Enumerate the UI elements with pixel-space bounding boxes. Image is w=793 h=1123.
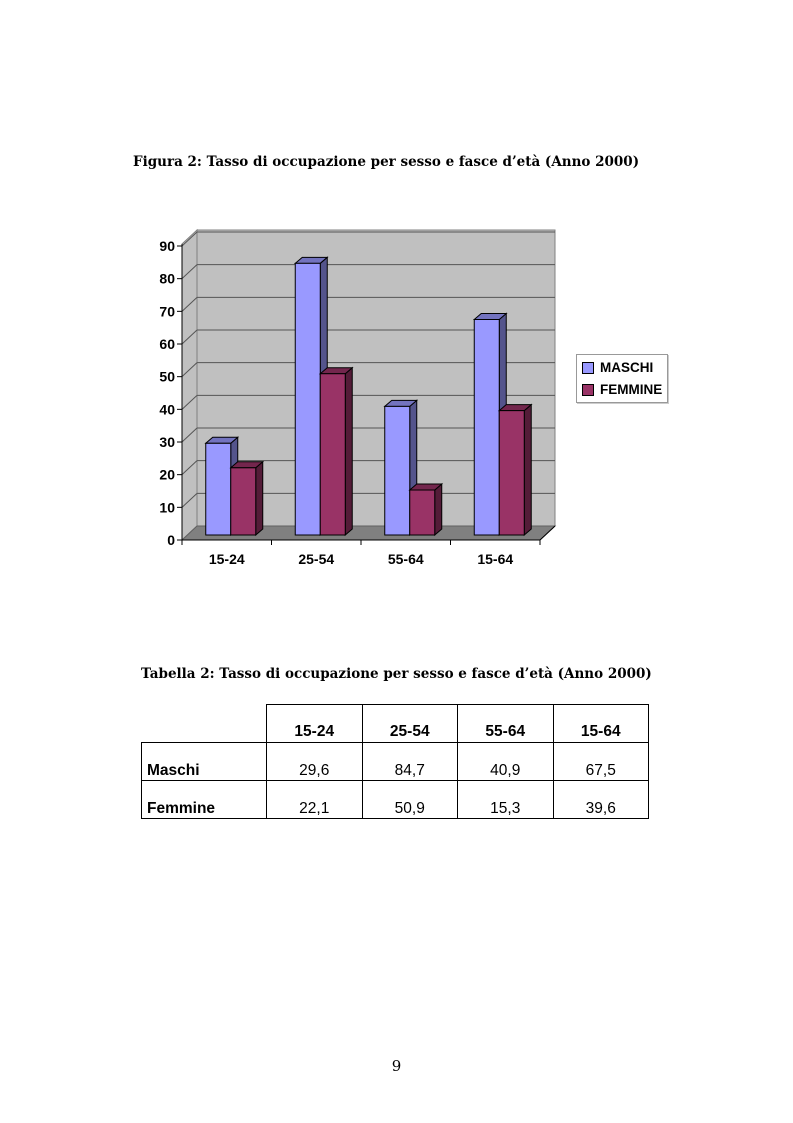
bar-front bbox=[206, 443, 231, 535]
bar-front bbox=[231, 468, 256, 535]
column-header: 15-24 bbox=[267, 705, 363, 743]
legend-item-femmine bbox=[582, 382, 662, 397]
table-cell: 40,9 bbox=[458, 743, 554, 781]
data-table bbox=[141, 704, 649, 819]
x-tick-label: 15-64 bbox=[477, 551, 514, 567]
figure-caption: Figura 2: Tasso di occupazione per sesso e fasce d’età (Anno 2000) bbox=[133, 154, 640, 170]
row-label: Maschi bbox=[142, 743, 267, 781]
y-tick-label: 50 bbox=[159, 368, 175, 385]
bar-front bbox=[499, 411, 524, 535]
bar-femmine-15-24 bbox=[231, 462, 263, 535]
column-header: 25-54 bbox=[362, 705, 458, 743]
table-cell: 39,6 bbox=[553, 781, 649, 819]
y-tick-label: 0 bbox=[167, 532, 175, 548]
bar-femmine-15-64 bbox=[499, 405, 531, 535]
table-corner bbox=[142, 705, 267, 743]
table-cell: 67,5 bbox=[553, 743, 649, 781]
bar-side bbox=[524, 405, 531, 535]
y-tick-label: 10 bbox=[159, 499, 175, 516]
row-label: Femmine bbox=[142, 781, 267, 819]
y-tick-label: 90 bbox=[159, 238, 175, 254]
table-row-maschi bbox=[142, 743, 649, 781]
legend-label-femmine: FEMMINE bbox=[600, 382, 663, 397]
bar-front bbox=[410, 490, 435, 535]
y-tick-label: 80 bbox=[159, 270, 175, 287]
x-tick-label: 55-64 bbox=[387, 551, 424, 567]
legend-item-maschi bbox=[582, 360, 653, 375]
bar-femmine-55-64 bbox=[410, 484, 442, 535]
table-header-row bbox=[142, 705, 649, 743]
bar-front bbox=[295, 263, 320, 535]
bar-front bbox=[474, 320, 499, 536]
bar-front bbox=[320, 374, 345, 535]
y-tick-label: 40 bbox=[159, 401, 175, 418]
legend-swatch-femmine bbox=[582, 384, 594, 396]
y-tick-label: 70 bbox=[159, 303, 175, 320]
bar-femmine-25-54 bbox=[320, 368, 352, 535]
table-cell: 50,9 bbox=[362, 781, 458, 819]
table-cell: 84,7 bbox=[362, 743, 458, 781]
table-cell: 29,6 bbox=[267, 743, 363, 781]
table-cell: 15,3 bbox=[458, 781, 554, 819]
bar-side bbox=[435, 484, 442, 535]
table-caption: Tabella 2: Tasso di occupazione per sesso e fasce d’età (Anno 2000) bbox=[141, 666, 652, 682]
y-tick-label: 20 bbox=[159, 466, 175, 483]
bar-front bbox=[385, 406, 410, 535]
column-header: 55-64 bbox=[458, 705, 554, 743]
legend-swatch-maschi bbox=[582, 362, 594, 374]
bar-side bbox=[345, 368, 352, 535]
column-header: 15-64 bbox=[553, 705, 649, 743]
bar-side bbox=[256, 462, 263, 535]
legend-label-maschi: MASCHI bbox=[600, 360, 654, 375]
chart-legend bbox=[576, 354, 668, 403]
x-tick-label: 25-54 bbox=[298, 551, 335, 567]
table-cell: 22,1 bbox=[267, 781, 363, 819]
page-number: 9 bbox=[391, 1057, 402, 1075]
x-tick-label: 15-24 bbox=[208, 551, 245, 567]
y-tick-label: 60 bbox=[159, 336, 175, 352]
table-row-femmine bbox=[142, 781, 649, 819]
y-tick-label: 30 bbox=[159, 434, 175, 450]
